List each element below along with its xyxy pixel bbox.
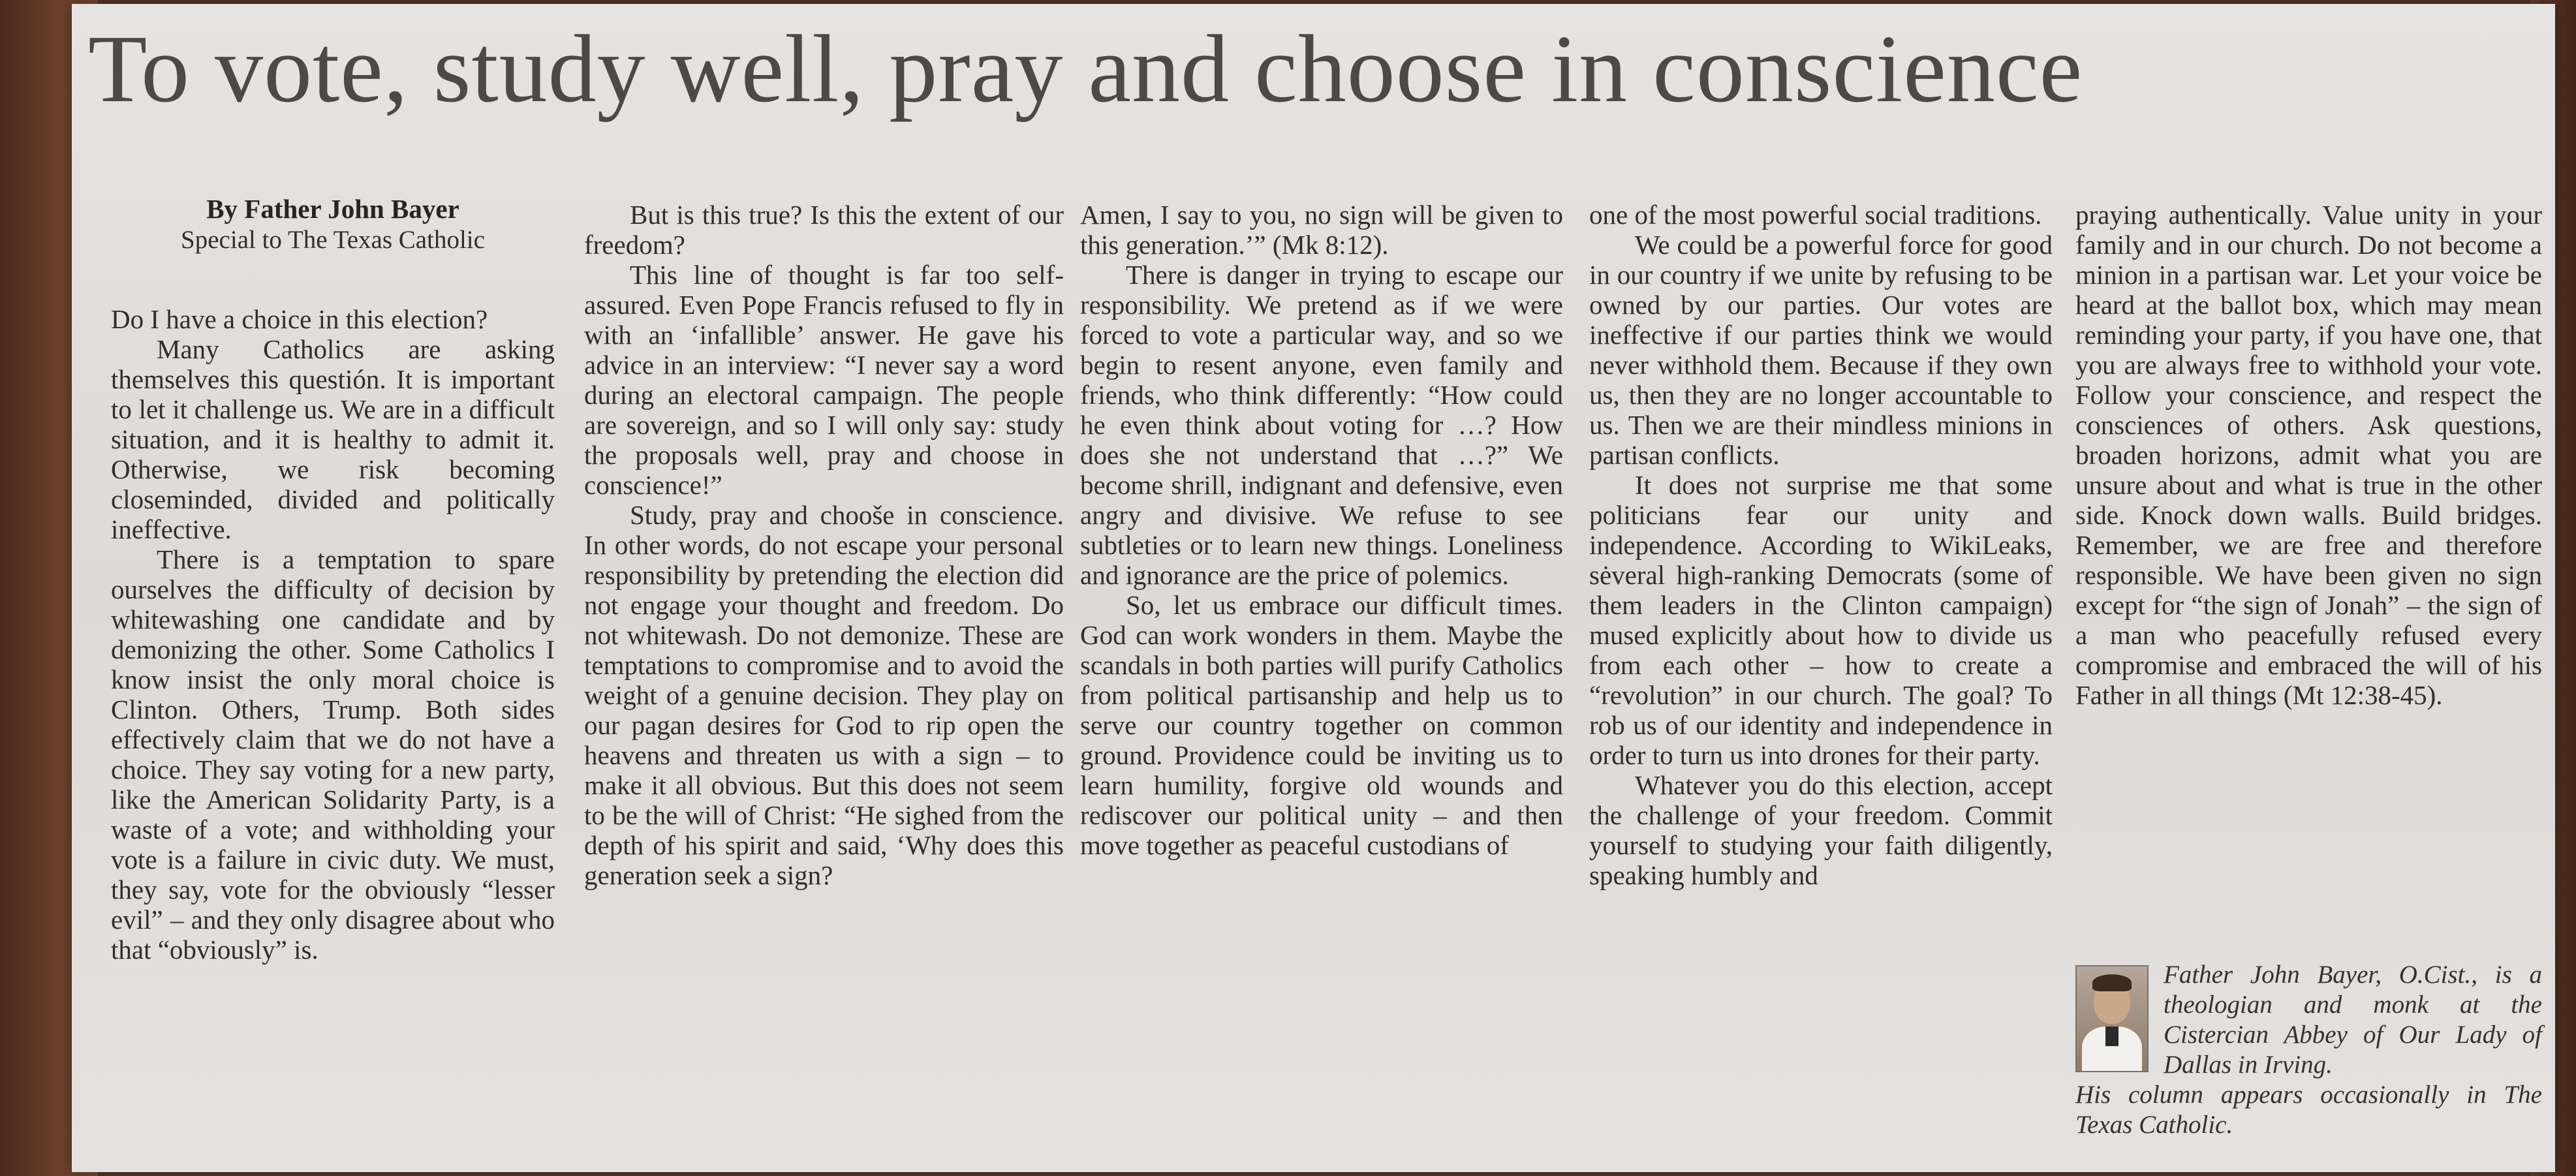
article-column-1 (111, 193, 555, 965)
article-column-2 (584, 200, 1064, 890)
paragraph: There is a temptation to spare ourselves the difficulty of decision by whitewashing one candidate and by demonizing the other. Some Catholics I know insist the only moral choice is Clinton. Others, Trump. Both sides effectively claim that we do not have a choice. They say voting for a new party, like the American Solidarity Party, is a waste of a vote; and withholding your vote is a failure in civic duty. We must, they say, vote for the obviously “lesser evil” – and they only disagree about who that “obviously” is. (111, 544, 555, 965)
paragraph: This line of thought is far too self-assured. Even Pope Francis refused to fly in with an ‘infallible’ answer. He gave his advice in an interview: “I never say a word during an electoral campaign. The people are sovereign, and so I will only say: study the proposals well, pray and choose in conscience!” (584, 260, 1064, 500)
paragraph: Many Catholics are asking themselves this questión. It is important to let it challenge us. We are in a difficult situation, and it is healthy to admit it. Otherwise, we risk becoming closeminded, divided and politically ineffective. (111, 334, 555, 544)
paragraph: We could be a powerful force for good in our country if we unite by refusing to be owned by our parties. Our votes are ineffective if our parties think we would never withhold them. Because if they own us, then they are no longer accountable to us. Then we are their mindless minions in partisan conflicts. (1589, 230, 2053, 470)
paragraph: But is this true? Is this the extent of our freedom? (584, 200, 1064, 260)
paragraph: one of the most powerful social traditions. (1589, 200, 2042, 230)
byline-affiliation: Special to The Texas Catholic (181, 226, 485, 254)
paragraph: So, let us embrace our difficult times. God can work wonders in them. Maybe the scandals in both parties will purify Catholics from political partisanship and help us to serve our country together on common ground. Providence could be inviting us to learn humility, forgive old wounds and rediscover our political unity – and then move together as peaceful custodians of (1080, 590, 1563, 860)
paragraph: Do I have a choice in this election? (111, 304, 488, 334)
paragraph: Study, pray and chooše in conscience. In other words, do not escape your personal responsibility by pretending the election did not engage your thought and freedom. Do not whitewash. Do not demonize. These are temptations to compromise and to avoid the weight of a genuine decision. They play on our pagan desires for God to rip open the heavens and threaten us with a sign – to make it all obvious. But this does not seem to be the will of Christ: “He sighed from the depth of his spirit and said, ‘Why does this generation seek a sign? (584, 500, 1064, 890)
paragraph: Amen, I say to you, no sign will be given to this generation.’” (Mk 8:12). (1080, 200, 1563, 260)
article-column-4 (1589, 200, 2053, 890)
author-bio-tail: His column appears occasionally in The Texas Catholic. (2075, 1081, 2542, 1139)
article-column-3 (1080, 200, 1563, 860)
byline-name: By Father John Bayer (206, 194, 459, 224)
paragraph: praying authentically. Value unity in your family and in our church. Do not become a minion in a partisan war. Let your voice be heard at the ballot box, which may mean reminding your party, if you have one, that you are always free to withhold your vote. Follow your conscience, and respect the consciences of others. Ask questions, broaden horizons, admit what you are unsure about and what is true in the other side. Knock down walls. Build bridges. Remember, we are free and therefore responsible. We have been given no sign except for “the sign of Jonah” – the sign of a man who peacefully refused every compromise and embraced the will of his Father in all things (Mt 12:38-45). (2075, 200, 2542, 710)
newspaper-clipping (72, 4, 2555, 1172)
paragraph: Whatever you do this election, accept the challenge of your freedom. Commit yourself to studying your faith diligently, speaking humbly and (1589, 770, 2053, 890)
article-column-5 (2075, 200, 2542, 710)
author-bio-text (2075, 960, 2542, 1140)
author-bio-lead: Father John Bayer, O.Cist., is a theologian and monk at the Cistercian Abbey of Our Lady of Dallas in Irving. (2164, 961, 2542, 1079)
paragraph: It does not surprise me that some politicians fear our unity and independence. According to WikiLeaks, sėveral high-ranking Democrats (some of them leaders in the Clinton campaign) mused explicitly about how to divide us from each other – how to create a “revolution” in our church. The goal? To rob us of our identity and independence in order to turn us into drones for their party. (1589, 470, 2053, 770)
paragraph: There is danger in trying to escape our responsibility. We pretend as if we were forced to vote a particular way, and so we begin to resent anyone, even family and friends, who think differently: “How could he even think about voting for …? How does she not understand that …?” We become shrill, indignant and defensive, even angry and divisive. We refuse to see subtleties or to learn new things. Loneliness and ignorance are the price of polemics. (1080, 260, 1563, 590)
headline: To vote, study well, pray and choose in conscience (88, 16, 2083, 123)
